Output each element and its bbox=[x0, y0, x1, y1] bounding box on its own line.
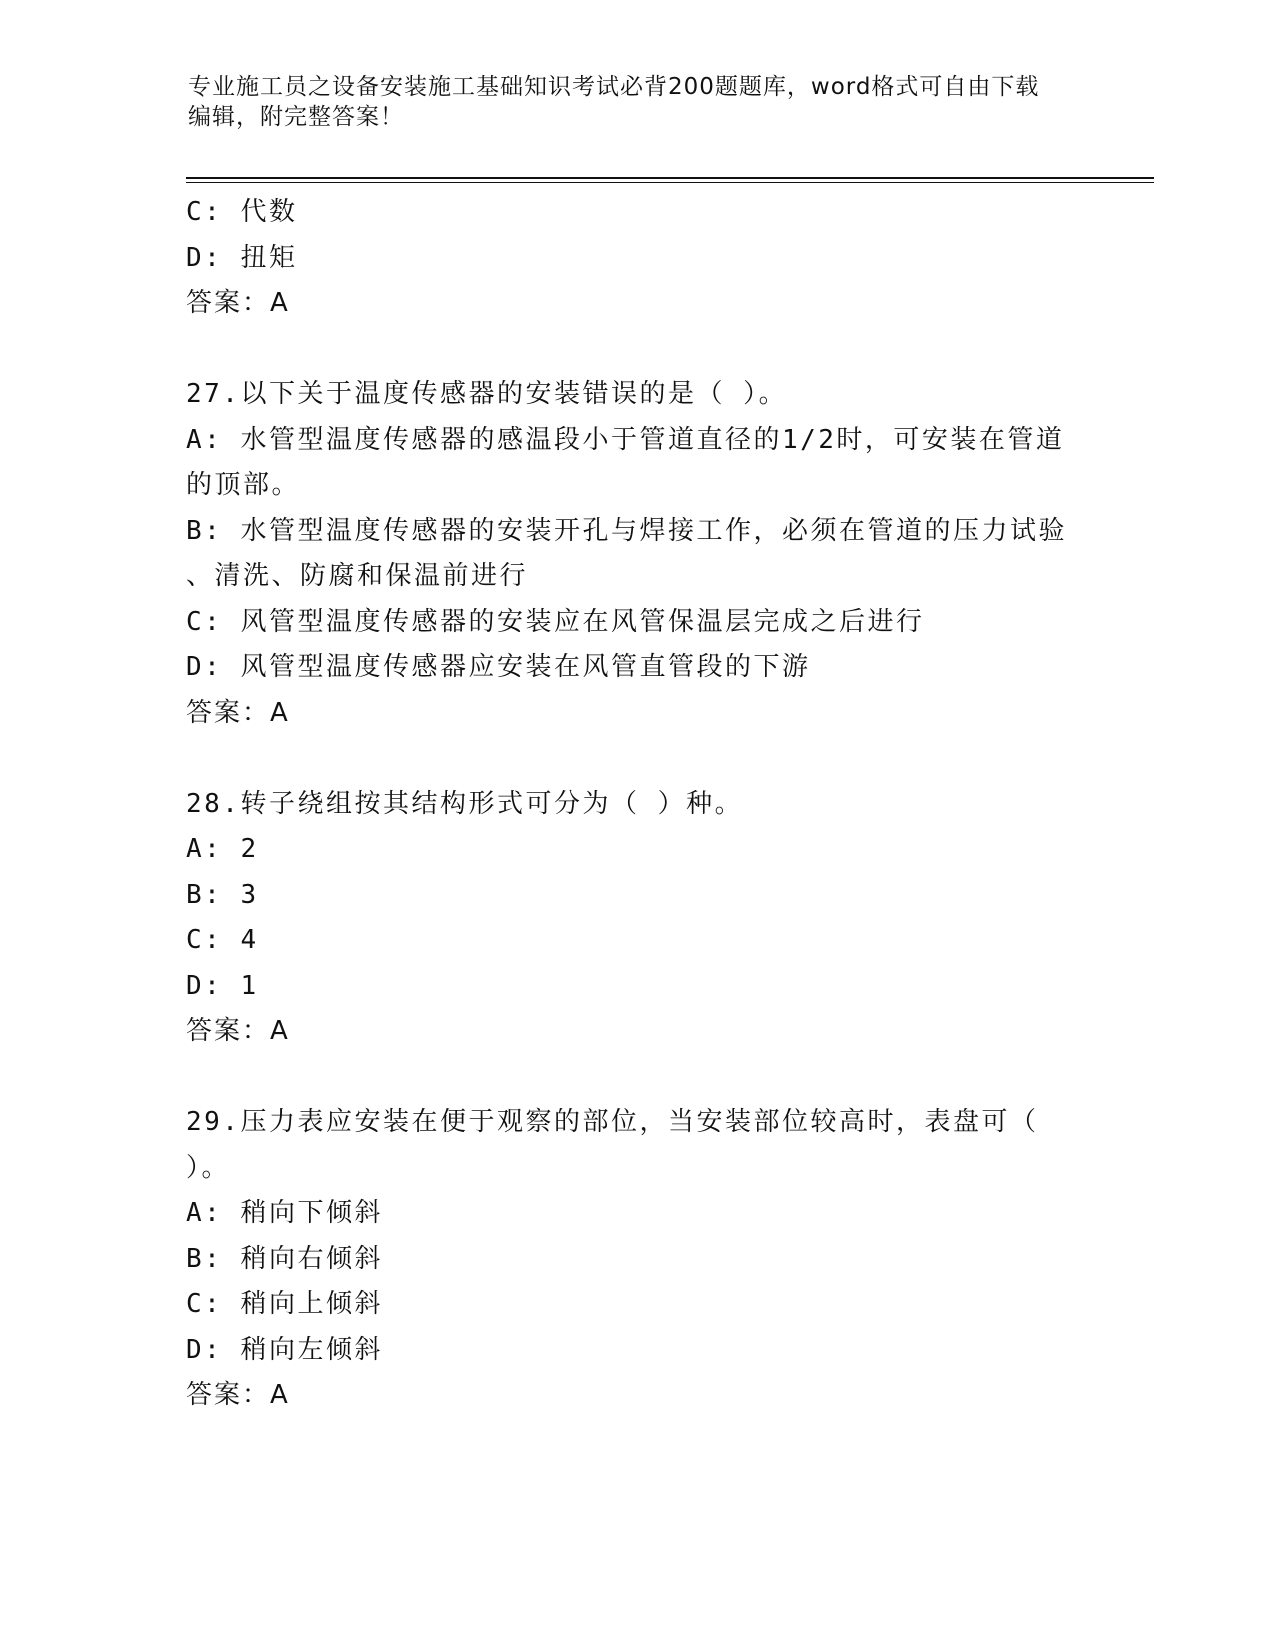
answer: 答案：A bbox=[186, 288, 290, 318]
header-line-2: 编辑，附完整答案！ bbox=[188, 104, 404, 130]
question-stem: 27.以下关于温度传感器的安装错误的是（ ）。 bbox=[186, 379, 788, 409]
option-c: C: 4 bbox=[186, 925, 259, 955]
option-a: A: 水管型温度传感器的感温段小于管道直径的1/2时，可安装在管道 bbox=[186, 424, 1065, 455]
option-b-continued: 、清洗、防腐和保温前进行 bbox=[186, 561, 529, 591]
answer: 答案：A bbox=[186, 1380, 290, 1410]
header-rule-thick bbox=[186, 177, 1154, 179]
question-27 bbox=[186, 372, 1086, 736]
option-d: D: 扭矩 bbox=[186, 242, 298, 273]
option-d: D: 稍向左倾斜 bbox=[186, 1334, 383, 1365]
question-stem-continued: ）。 bbox=[186, 1152, 231, 1183]
header-line-1: 专业施工员之设备安装施工基础知识考试必背200题题库，word格式可自由下载 bbox=[188, 74, 1040, 100]
question-stem: 28.转子绕组按其结构形式可分为（ ）种。 bbox=[186, 788, 744, 819]
spacer bbox=[186, 1055, 1086, 1101]
question-28 bbox=[186, 782, 1086, 1055]
option-c: C: 代数 bbox=[186, 197, 298, 227]
option-c: C: 风管型温度传感器的安装应在风管保温层完成之后进行 bbox=[186, 606, 925, 637]
document-header bbox=[188, 72, 1088, 132]
option-a: A: 2 bbox=[186, 834, 259, 864]
header-rule-thin bbox=[186, 182, 1154, 183]
question-29 bbox=[186, 1100, 1086, 1419]
option-b: B: 3 bbox=[186, 879, 259, 910]
spacer bbox=[186, 736, 1086, 782]
option-d: D: 风管型温度传感器应安装在风管直管段的下游 bbox=[186, 652, 811, 682]
spacer bbox=[186, 327, 1086, 373]
option-b: B: 水管型温度传感器的安装开孔与焊接工作，必须在管道的压力试验 bbox=[186, 515, 1067, 546]
answer: 答案：A bbox=[186, 697, 290, 728]
question-stem: 29.压力表应安装在便于观察的部位，当安装部位较高时，表盘可（ bbox=[186, 1107, 1039, 1137]
question-list bbox=[186, 190, 1086, 1419]
option-d: D: 1 bbox=[186, 970, 259, 1001]
question-26-tail bbox=[186, 190, 1086, 327]
option-b: B: 稍向右倾斜 bbox=[186, 1243, 383, 1274]
option-a-continued: 的顶部。 bbox=[186, 470, 301, 500]
option-a: A: 稍向下倾斜 bbox=[186, 1198, 383, 1228]
answer: 答案：A bbox=[186, 1016, 290, 1046]
option-c: C: 稍向上倾斜 bbox=[186, 1289, 383, 1319]
